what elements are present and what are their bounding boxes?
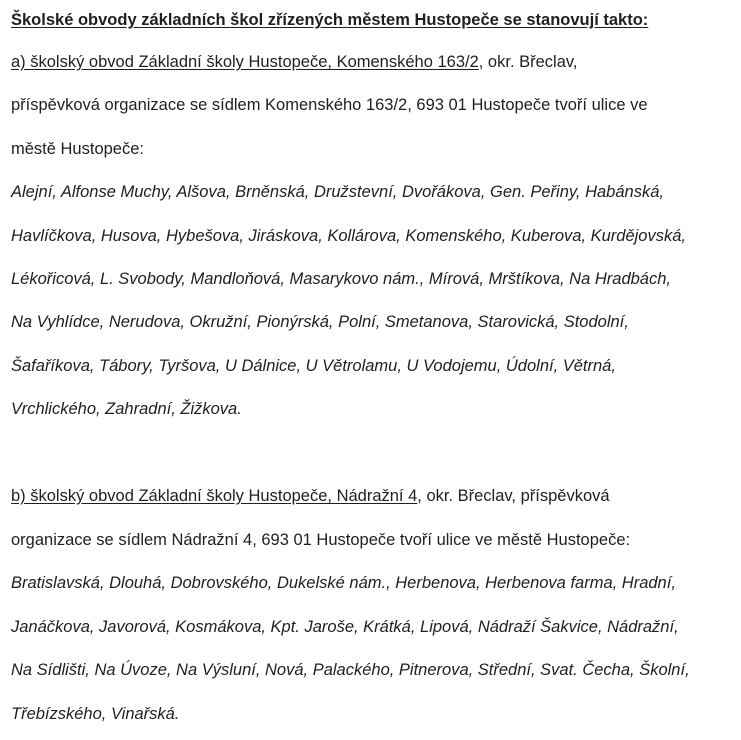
section-b-intro-line-1	[11, 486, 610, 506]
section-a-intro-line-2: příspěvková organizace se sídlem Komenského 163/2, 693 01 Hustopeče tvoří ulice ve	[11, 96, 648, 114]
section-b-streets-line: Bratislavská, Dlouhá, Dobrovského, Dukelské nám., Herbenova, Herbenova farma, Hradní,	[11, 574, 676, 592]
section-a-streets-line: Šafaříkova, Tábory, Tyršova, U Dálnice, U Větrolamu, U Vodojemu, Údolní, Větrná,	[11, 357, 616, 375]
section-a-streets-line: Alejní, Alfonse Muchy, Alšova, Brněnská, Družstevní, Dvořákova, Gen. Peřiny, Habánská,	[11, 183, 664, 201]
section-b-district: , okr. Břeclav, příspěvková	[417, 487, 610, 505]
section-b-streets-line: Na Sídlišti, Na Úvoze, Na Výsluní, Nová, Palackého, Pitnerova, Střední, Svat. Čecha, Školní,	[11, 661, 690, 679]
section-b-school-name: b) školský obvod Základní školy Hustopeče, Nádražní 4	[11, 487, 418, 505]
section-a-district: , okr. Břeclav,	[478, 53, 578, 71]
section-a-intro-line-1	[11, 52, 578, 72]
section-b-streets-line: Třebízského, Vinařská.	[11, 705, 180, 723]
section-a-streets-line: Havlíčkova, Husova, Hybešova, Jiráskova, Kollárova, Komenského, Kuberova, Kurdějovská,	[11, 227, 686, 245]
section-a-intro-line-3: městě Hustopeče:	[11, 140, 144, 158]
section-b-intro-line-2: organizace se sídlem Nádražní 4, 693 01 Hustopeče tvoří ulice ve městě Hustopeče:	[11, 531, 631, 549]
section-a-streets-line: Vrchlického, Zahradní, Žižkova.	[11, 400, 242, 418]
section-a-streets-line: Lékořicová, L. Svobody, Mandloňová, Masarykovo nám., Mírová, Mrštíkova, Na Hradbách,	[11, 270, 671, 288]
section-b-streets-line: Janáčkova, Javorová, Kosmákova, Kpt. Jaroše, Krátká, Lipová, Nádraží Šakvice, Nádražní,	[11, 618, 679, 636]
document-heading: Školské obvody základních škol zřízených městem Hustopeče se stanovují takto:	[11, 11, 649, 29]
section-a-streets-line: Na Vyhlídce, Nerudova, Okružní, Pionýrská, Polní, Smetanova, Starovická, Stodolní,	[11, 313, 629, 331]
section-a-school-name: a) školský obvod Základní školy Hustopeče, Komenského 163/2	[11, 53, 479, 71]
